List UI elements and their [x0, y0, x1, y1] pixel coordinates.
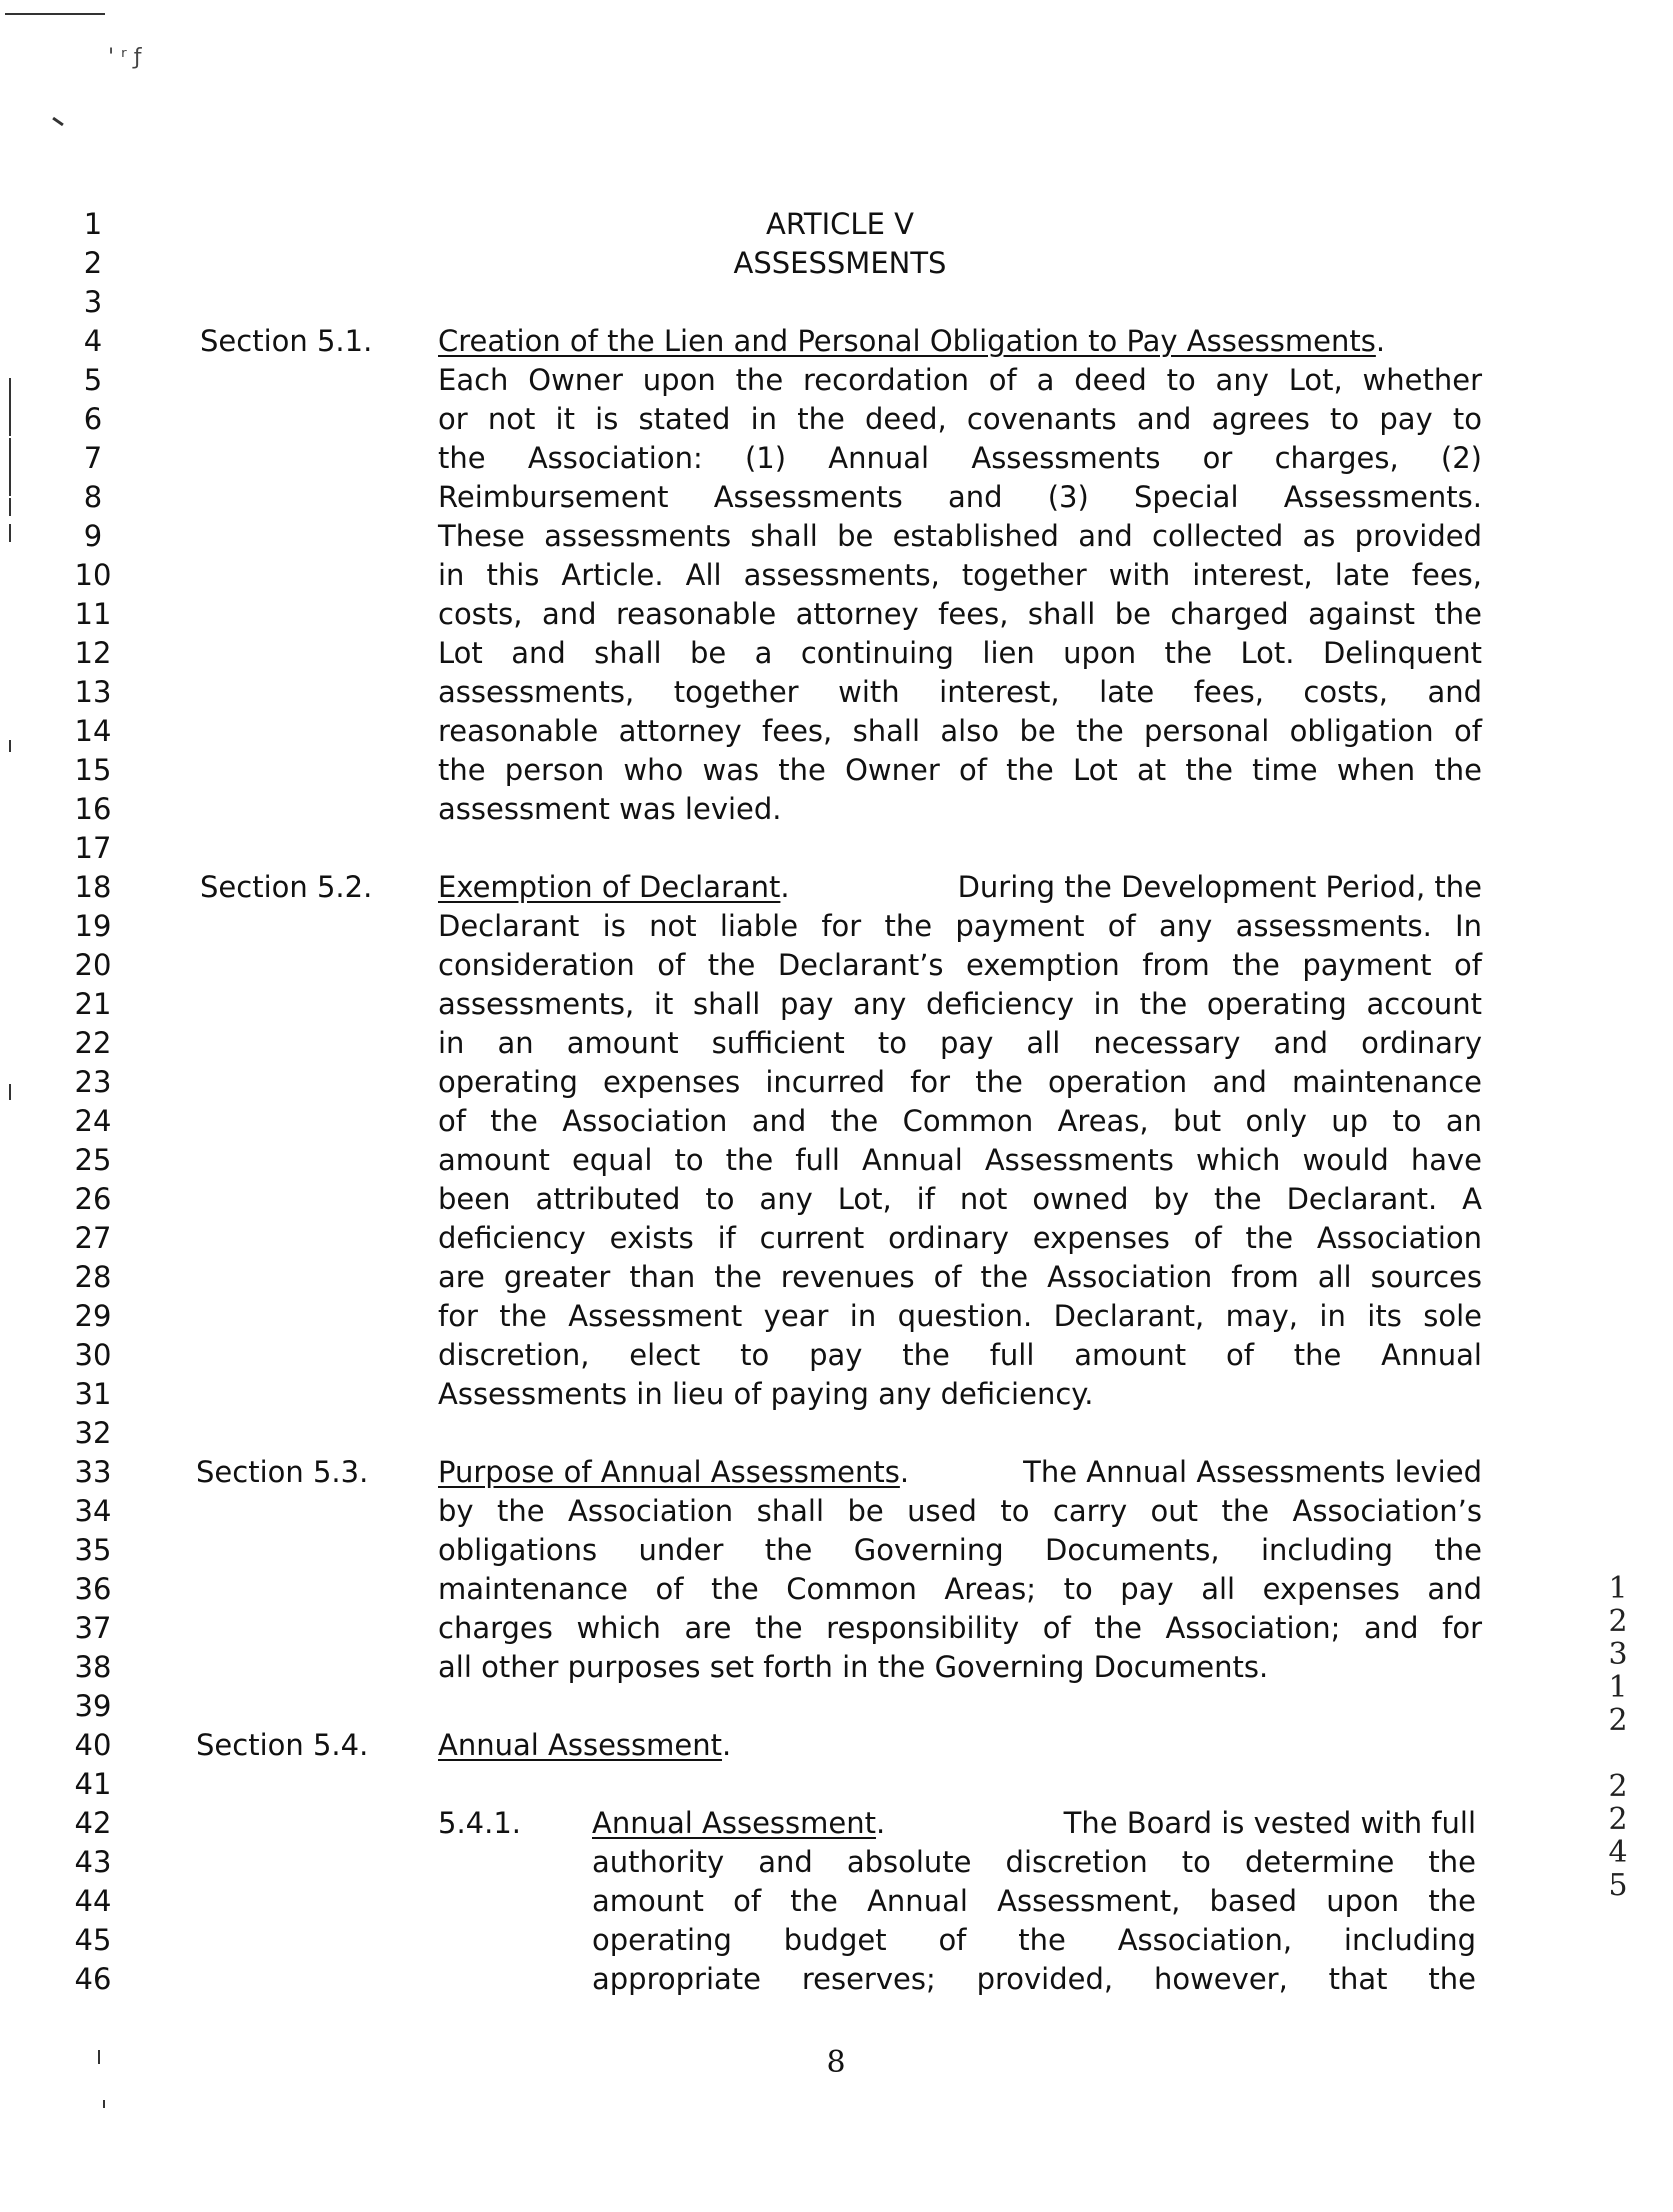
line-number: 8: [83, 480, 103, 514]
section-heading-text: Annual Assessment: [438, 1728, 722, 1762]
margin-stamp-digit: 1: [1608, 1670, 1628, 1705]
section-heading: [438, 322, 1385, 361]
line-number: 45: [74, 1923, 112, 1957]
line-number: 12: [74, 636, 112, 670]
line-number: 20: [74, 948, 112, 982]
line-number: 30: [74, 1338, 112, 1372]
margin-mark: [9, 498, 11, 516]
line-number: 10: [74, 558, 112, 592]
section-text-line: costs, and reasonable attorney fees, shall be charged against the: [438, 597, 1482, 631]
line-number: 40: [74, 1728, 112, 1762]
margin-stamp-digit: 3: [1608, 1637, 1628, 1672]
section-text-line: assessments, together with interest, late fees, costs, and: [438, 675, 1482, 709]
line-number: 44: [74, 1884, 112, 1918]
section-heading-line: [438, 1453, 1482, 1492]
section-label: Section 5.1.: [200, 324, 373, 358]
section-text-first: The Annual Assessments levied: [1023, 1455, 1482, 1489]
heading-period: .: [721, 1728, 732, 1762]
line-number: 38: [74, 1650, 112, 1684]
subsection-text-line: authority and absolute discretion to determine the: [592, 1845, 1476, 1879]
line-number: 46: [74, 1962, 112, 1996]
line-number: 17: [74, 831, 112, 865]
scan-artifact-line: [5, 13, 105, 15]
margin-mark: [9, 524, 11, 542]
subsection-text-line: amount of the Annual Assessment, based upon the: [592, 1884, 1476, 1918]
page-number: 8: [826, 2045, 846, 2080]
section-text-line: in an amount sufficient to pay all necessary and ordinary: [438, 1026, 1482, 1060]
heading-period: .: [1375, 324, 1386, 358]
line-number: 37: [74, 1611, 112, 1645]
subsection-heading-text: Annual Assessment: [592, 1806, 876, 1840]
section-text-line: all other purposes set forth in the Governing Documents.: [438, 1650, 1269, 1684]
line-number: 5: [83, 363, 103, 397]
section-text-line: operating expenses incurred for the operation and maintenance: [438, 1065, 1482, 1099]
section-text-line: Reimbursement Assessments and (3) Special Assessments.: [438, 480, 1482, 514]
line-number: 35: [74, 1533, 112, 1567]
line-number: 1: [83, 207, 103, 241]
margin-stamp-digit: 1: [1608, 1571, 1628, 1606]
section-text-line: for the Assessment year in question. Declarant, may, in its sole: [438, 1299, 1482, 1333]
article-title: ARTICLE V: [766, 207, 914, 241]
section-text-line: discretion, elect to pay the full amount of the Annual: [438, 1338, 1482, 1372]
section-text-line: obligations under the Governing Documents, including the: [438, 1533, 1482, 1567]
section-label: Section 5.3.: [196, 1455, 369, 1489]
scan-artifact-tick: [52, 117, 64, 126]
subsection-label: 5.4.1.: [438, 1806, 522, 1840]
section-text-line: assessments, it shall pay any deficiency in the operating account: [438, 987, 1482, 1021]
line-number: 39: [74, 1689, 112, 1723]
margin-mark: [9, 740, 11, 752]
section-heading-text: Purpose of Annual Assessments: [438, 1455, 900, 1489]
line-number: 24: [74, 1104, 112, 1138]
section-heading-text: Creation of the Lien and Personal Obligation to Pay Assessments: [438, 324, 1376, 358]
line-number: 14: [74, 714, 112, 748]
line-number: 9: [83, 519, 103, 553]
margin-stamp-digit: 5: [1608, 1868, 1628, 1903]
line-number: 42: [74, 1806, 112, 1840]
section-text-line: These assessments shall be established and collected as provided: [438, 519, 1482, 553]
line-number: 7: [83, 441, 103, 475]
margin-mark: [103, 2100, 105, 2108]
line-number: 16: [74, 792, 112, 826]
section-heading-text: Exemption of Declarant: [438, 870, 781, 904]
section-text-line: deficiency exists if current ordinary expenses of the Association: [438, 1221, 1482, 1255]
line-number: 33: [74, 1455, 112, 1489]
subsection-text-first: The Board is vested with full: [1063, 1806, 1476, 1840]
line-number: 27: [74, 1221, 112, 1255]
heading-period: .: [899, 1455, 910, 1489]
line-number: 2: [83, 246, 103, 280]
line-number: 21: [74, 987, 112, 1021]
subsection-text-line: appropriate reserves; provided, however, that the: [592, 1962, 1476, 1996]
section-label: Section 5.2.: [200, 870, 373, 904]
margin-stamp-digit: 2: [1608, 1604, 1628, 1639]
line-number: 41: [74, 1767, 112, 1801]
margin-stamp-digit: 2: [1608, 1769, 1628, 1804]
section-label: Section 5.4.: [196, 1728, 369, 1762]
margin-mark: [9, 438, 11, 496]
line-number: 23: [74, 1065, 112, 1099]
line-number: 13: [74, 675, 112, 709]
line-number: 4: [83, 324, 103, 358]
line-number: 11: [74, 597, 112, 631]
section-text-line: been attributed to any Lot, if not owned by the Declarant. A: [438, 1182, 1482, 1216]
line-number: 3: [83, 285, 103, 319]
section-text-line: Assessments in lieu of paying any deficiency.: [438, 1377, 1094, 1411]
line-number: 22: [74, 1026, 112, 1060]
scan-mark: ' ʳ ƒ: [108, 45, 142, 70]
margin-stamp-digit: 4: [1608, 1835, 1628, 1870]
article-subtitle: ASSESSMENTS: [733, 246, 947, 280]
section-text-line: the Association: (1) Annual Assessments or charges, (2): [438, 441, 1482, 475]
section-text-line: charges which are the responsibility of the Association; and for: [438, 1611, 1482, 1645]
margin-stamp-digit: 2: [1608, 1703, 1628, 1738]
margin-stamp-digit: 2: [1608, 1802, 1628, 1837]
line-number: 26: [74, 1182, 112, 1216]
section-text-line: of the Association and the Common Areas, but only up to an: [438, 1104, 1482, 1138]
section-text-line: maintenance of the Common Areas; to pay all expenses and: [438, 1572, 1482, 1606]
section-text-line: consideration of the Declarant’s exemption from the payment of: [438, 948, 1482, 982]
subsection-text-line: operating budget of the Association, including: [592, 1923, 1476, 1957]
line-number: 25: [74, 1143, 112, 1177]
section-text-line: reasonable attorney fees, shall also be the personal obligation of: [438, 714, 1482, 748]
subsection-heading-line: [592, 1804, 1476, 1843]
section-text-line: assessment was levied.: [438, 792, 782, 826]
section-text-first: During the Development Period, the: [957, 870, 1482, 904]
section-text-line: Lot and shall be a continuing lien upon the Lot. Delinquent: [438, 636, 1482, 670]
line-number: 31: [74, 1377, 112, 1411]
section-text-line: are greater than the revenues of the Association from all sources: [438, 1260, 1482, 1294]
line-number: 19: [74, 909, 112, 943]
line-number: 28: [74, 1260, 112, 1294]
line-number: 18: [74, 870, 112, 904]
section-heading: [438, 1726, 731, 1765]
line-number: 6: [83, 402, 103, 436]
section-text-line: in this Article. All assessments, together with interest, late fees,: [438, 558, 1482, 592]
heading-period: .: [875, 1806, 886, 1840]
section-text-line: Each Owner upon the recordation of a deed to any Lot, whether: [438, 363, 1482, 397]
section-heading-line: [438, 868, 1482, 907]
section-text-line: the person who was the Owner of the Lot at the time when the: [438, 753, 1482, 787]
section-text-line: by the Association shall be used to carry out the Association’s: [438, 1494, 1482, 1528]
margin-mark: [98, 2050, 100, 2064]
line-number: 32: [74, 1416, 112, 1450]
heading-period: .: [780, 870, 790, 904]
section-text-line: or not it is stated in the deed, covenants and agrees to pay to: [438, 402, 1482, 436]
section-text-line: Declarant is not liable for the payment of any assessments. In: [438, 909, 1482, 943]
section-text-line: amount equal to the full Annual Assessments which would have: [438, 1143, 1482, 1177]
line-number: 34: [74, 1494, 112, 1528]
margin-mark: [9, 378, 11, 436]
line-number: 43: [74, 1845, 112, 1879]
line-number: 15: [74, 753, 112, 787]
line-number: 29: [74, 1299, 112, 1333]
margin-mark: [9, 1084, 11, 1100]
line-number: 36: [74, 1572, 112, 1606]
